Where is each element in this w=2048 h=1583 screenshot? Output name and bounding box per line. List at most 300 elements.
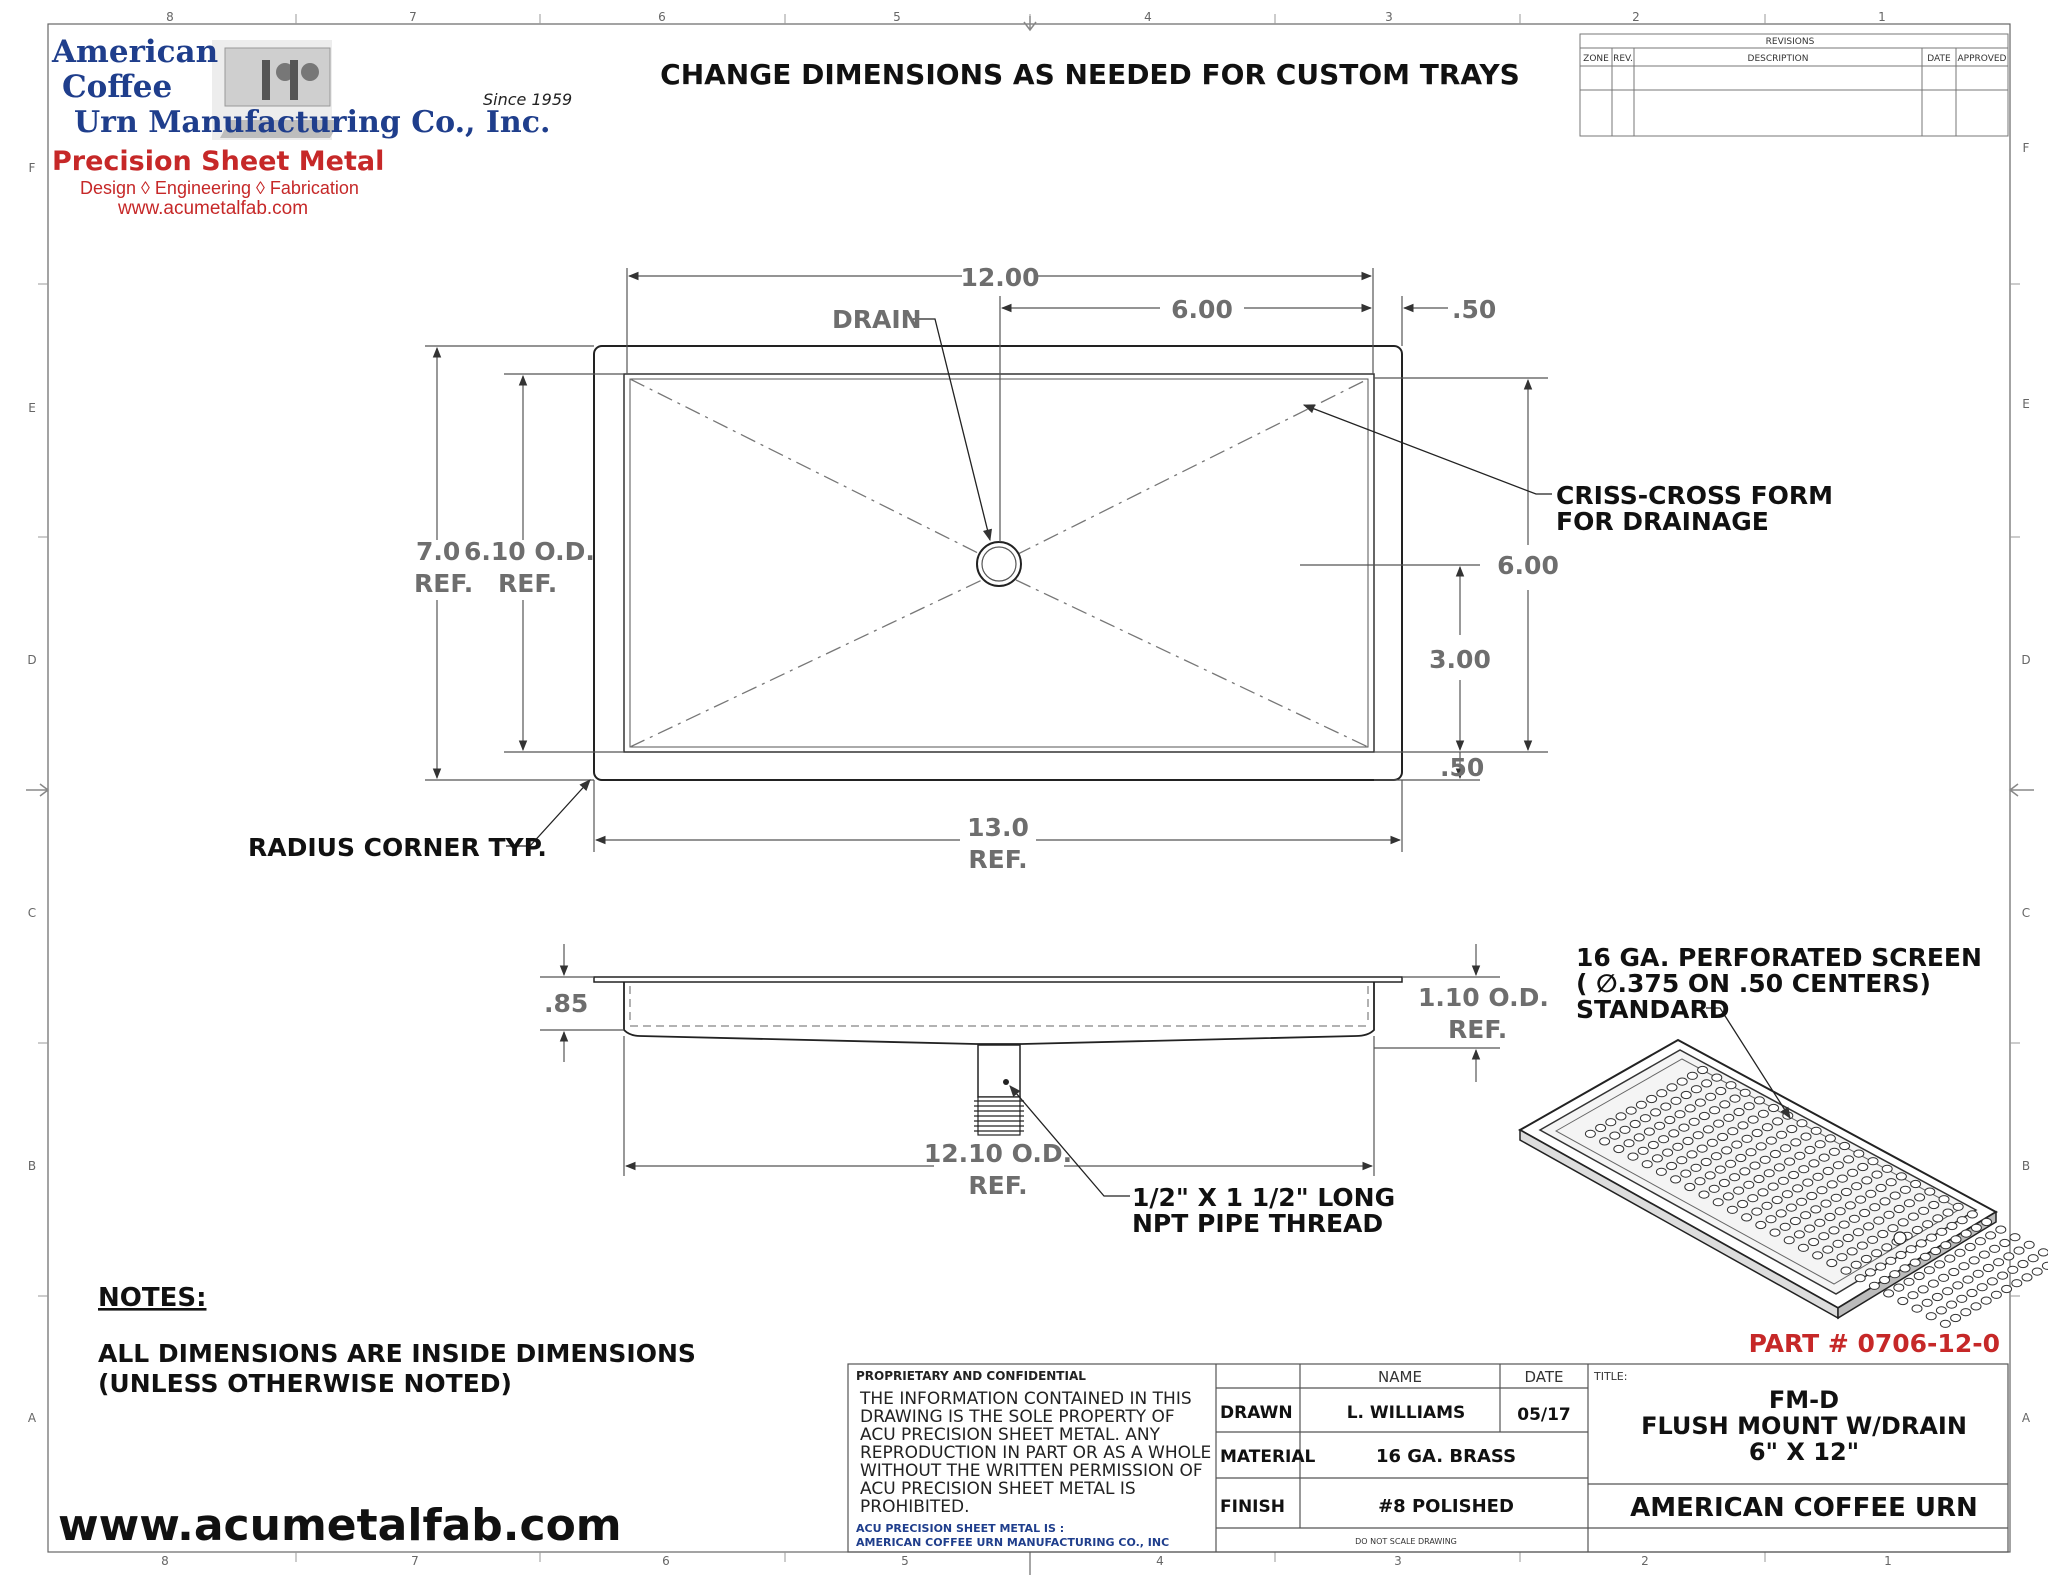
perforation-hole [1918, 1286, 1928, 1293]
perforation-hole [1864, 1223, 1874, 1230]
perforation-hole [1825, 1135, 1835, 1142]
perforation-hole [1807, 1192, 1817, 1199]
perforation-hole [1857, 1242, 1867, 1249]
perforation-hole [1713, 1199, 1723, 1206]
drawn-date: 05/17 [1517, 1405, 1571, 1425]
proprietary-line-3: ACU PRECISION SHEET METAL. ANY [860, 1425, 1160, 1445]
crisscross-leader [1304, 405, 1552, 494]
perforation-hole [1919, 1207, 1929, 1214]
perforation-hole [1947, 1222, 1957, 1229]
perforation-hole [1723, 1193, 1733, 1200]
finish-value: #8 POLISHED [1378, 1496, 1514, 1517]
perforation-hole [1685, 1183, 1695, 1190]
perforation-hole [1829, 1227, 1839, 1234]
perforation-hole [1677, 1078, 1687, 1085]
perforation-hole [1766, 1137, 1776, 1144]
perforation-hole [1987, 1278, 1997, 1285]
revisions-col-zone: ZONE [1583, 54, 1609, 64]
perforation-hole [1746, 1149, 1756, 1156]
perforation-hole [1957, 1217, 1967, 1224]
revisions-col-rev: REV. [1613, 54, 1633, 64]
perforation-hole [1886, 1179, 1896, 1186]
perforation-hole [1732, 1141, 1742, 1148]
zone-col-4: 4 [1144, 10, 1152, 24]
perforation-hole [1990, 1245, 2000, 1252]
perforation-hole [1969, 1257, 1979, 1264]
logo-precision [52, 146, 384, 177]
perforation-hole [1801, 1212, 1811, 1219]
perforation-hole [1939, 1196, 1949, 1203]
perforation-hole [1833, 1240, 1843, 1247]
perforation-hole [1616, 1113, 1626, 1120]
logo-line1: American [52, 34, 219, 70]
material-value: 16 GA. BRASS [1375, 1446, 1517, 1467]
dim-110-label: 1.10 O.D. [1418, 983, 1549, 1012]
perforation-hole [1734, 1187, 1744, 1194]
perforation-hole [1924, 1267, 1934, 1274]
perforation-hole [1697, 1145, 1707, 1152]
perforation-hole [1971, 1224, 1981, 1231]
perforation-hole [1935, 1261, 1945, 1268]
zone-col-3-bottom: 3 [1394, 1554, 1402, 1568]
perforation-hole [1610, 1132, 1620, 1139]
perforation-hole [1773, 1118, 1783, 1125]
dim-7-label: 7.0 [416, 537, 461, 566]
perforation-hole [1813, 1252, 1823, 1259]
perforation-hole [1936, 1307, 1946, 1314]
logo-line2: Coffee [62, 69, 173, 105]
perforation-hole [1840, 1142, 1850, 1149]
notes-heading: NOTES: [98, 1283, 207, 1313]
perforation-hole [1844, 1156, 1854, 1163]
perforation-hole [1698, 1066, 1708, 1073]
zone-col-7-bottom: 7 [411, 1554, 419, 1568]
perforation-hole [1722, 1147, 1732, 1154]
perforation-hole [1748, 1195, 1758, 1202]
perforation-hole [1786, 1204, 1796, 1211]
perforation-hole [1963, 1276, 1973, 1283]
perforation-hole [1756, 1221, 1766, 1228]
perforation-hole [1744, 1103, 1754, 1110]
perforation-hole [1979, 1251, 1989, 1258]
perforation-hole [1677, 1157, 1687, 1164]
perforation-hole [1699, 1191, 1709, 1198]
perforation-hole [1819, 1154, 1829, 1161]
perforation-hole [1967, 1211, 1977, 1218]
perforation-hole [1744, 1181, 1754, 1188]
perforation-hole [1914, 1272, 1924, 1279]
perforation-hole [1955, 1249, 1965, 1256]
perforation-hole [1685, 1105, 1695, 1112]
perforation-hole [1663, 1149, 1673, 1156]
perforation-hole [1784, 1237, 1794, 1244]
zone-row-c-right: C [2021, 906, 2031, 920]
drain-hole [977, 542, 1021, 586]
perforation-hole [1981, 1297, 1991, 1304]
perforation-hole [1738, 1200, 1748, 1207]
perforation-hole [1795, 1152, 1805, 1159]
dim-6-right-label: 6.00 [1497, 551, 1559, 580]
perforation-hole [2010, 1234, 2020, 1241]
perforation-hole [2022, 1274, 2032, 1281]
perforation-hole [1933, 1215, 1943, 1222]
perforation-hole [1906, 1246, 1916, 1253]
perforation-hole [1912, 1305, 1922, 1312]
zone-col-2-bottom: 2 [1641, 1554, 1649, 1568]
zone-row-e-right: E [2022, 397, 2030, 411]
perforation-hole [1817, 1187, 1827, 1194]
perforation-hole [1667, 1162, 1677, 1169]
perforation-hole [1791, 1139, 1801, 1146]
perforation-hole [1799, 1166, 1809, 1173]
perforation-hole [1839, 1221, 1849, 1228]
revisions-col-date: DATE [1927, 54, 1951, 64]
perforation-hole [1829, 1148, 1839, 1155]
revisions-col-approved: APPROVED [1957, 54, 2007, 64]
perforation-hole [1762, 1202, 1772, 1209]
perforation-hole [1888, 1225, 1898, 1232]
perforation-hole [2024, 1241, 2034, 1248]
zone-col-2: 2 [1632, 10, 1640, 24]
footer-url: www.acumetalfab.com [58, 1500, 622, 1551]
perforation-hole [1862, 1177, 1872, 1184]
perforation-hole [1630, 1120, 1640, 1127]
perforation-hole [1766, 1216, 1776, 1223]
perforation-hole [1762, 1124, 1772, 1131]
perforation-hole [1900, 1265, 1910, 1272]
title-line-1: FM-D [1768, 1386, 1840, 1414]
proprietary-line-7: PROHIBITED. [860, 1497, 970, 1517]
zone-col-7: 7 [409, 10, 417, 24]
perforation-hole [1596, 1124, 1606, 1131]
perforation-hole [1760, 1156, 1770, 1163]
perforation-hole [1890, 1192, 1900, 1199]
perforation-hole [1774, 1164, 1784, 1171]
screen-callout-line1: 16 GA. PERFORATED SCREEN [1576, 943, 1982, 972]
perforation-hole [1657, 1090, 1667, 1097]
perforation-hole [1920, 1253, 1930, 1260]
perforation-hole [2008, 1266, 2018, 1273]
perforation-hole [1894, 1284, 1904, 1291]
zone-col-6: 6 [658, 10, 666, 24]
title-line-3: 6" X 12" [1748, 1438, 1860, 1466]
perforation-hole [1856, 1196, 1866, 1203]
dim-6-label: 6.00 [1171, 295, 1233, 324]
perforation-hole [1728, 1128, 1738, 1135]
screen-callout-line2: ( ∅.375 ON .50 CENTERS) [1576, 969, 1931, 998]
dim-50-top-label: .50 [1452, 295, 1497, 324]
perforation-hole [1691, 1086, 1701, 1093]
perforation-hole [2028, 1255, 2038, 1262]
perforation-hole [1614, 1145, 1624, 1152]
perforation-hole [1798, 1244, 1808, 1251]
zone-col-1-bottom: 1 [1884, 1554, 1892, 1568]
proprietary-line-6: ACU PRECISION SHEET METAL IS [860, 1479, 1136, 1499]
zone-col-4-bottom: 4 [1156, 1554, 1164, 1568]
perforation-hole [1872, 1171, 1882, 1178]
perforation-hole [2004, 1253, 2014, 1260]
drain-leader [910, 319, 990, 540]
perforation-hole [1780, 1223, 1790, 1230]
perforation-hole [1951, 1236, 1961, 1243]
perforation-hole [1851, 1261, 1861, 1268]
perforation-hole [1941, 1242, 1951, 1249]
perforation-hole [1943, 1209, 1953, 1216]
perforation-hole [1748, 1116, 1758, 1123]
perforation-hole [1843, 1234, 1853, 1241]
perforation-hole [1756, 1143, 1766, 1150]
perforation-hole [1959, 1263, 1969, 1270]
perforation-hole [1927, 1234, 1937, 1241]
perforation-hole [1923, 1221, 1933, 1228]
perforation-hole [1908, 1213, 1918, 1220]
proprietary-line-1: THE INFORMATION CONTAINED IN THIS [860, 1389, 1192, 1409]
perforation-hole [2012, 1280, 2022, 1287]
dim-50-bottom-label: .50 [1440, 753, 1485, 782]
dim-110-ref-label: REF. [1448, 1015, 1508, 1044]
perforation-hole [1776, 1210, 1786, 1217]
perforation-hole [1809, 1160, 1819, 1167]
logo-american [52, 34, 218, 68]
dim-610-label: 6.10 O.D. [464, 537, 595, 566]
perforation-hole [1858, 1163, 1868, 1170]
zone-row-b: B [27, 1159, 37, 1173]
drawn-label: DRAWN [1220, 1403, 1293, 1423]
perforation-hole [1640, 1115, 1650, 1122]
perforation-hole [1642, 1161, 1652, 1168]
perforation-hole [2032, 1268, 2042, 1275]
screen-callout-line3: STANDARD [1576, 995, 1730, 1024]
perforation-hole [1947, 1301, 1957, 1308]
perforation-hole [1835, 1208, 1845, 1215]
perforation-hole [1794, 1231, 1804, 1238]
notes-line1: ALL DIMENSIONS ARE INSIDE DIMENSIONS [98, 1339, 696, 1368]
logo-since: Since 1959 [483, 90, 573, 109]
perforation-hole [1734, 1108, 1744, 1115]
perforation-hole [1900, 1186, 1910, 1193]
perforation-hole [1898, 1297, 1908, 1304]
revisions-col-description: DESCRIPTION [1747, 54, 1809, 64]
perforation-hole [1831, 1194, 1841, 1201]
proprietary-heading: PROPRIETARY AND CONFIDENTIAL [856, 1369, 1086, 1383]
perforation-hole [1781, 1145, 1791, 1152]
logo-line3: Urn Manufacturing Co., Inc. [74, 105, 551, 140]
perforation-hole [1908, 1292, 1918, 1299]
finish-label: FINISH [1220, 1497, 1285, 1517]
perforation-hole [2018, 1260, 2028, 1267]
perforation-hole [1994, 1259, 2004, 1266]
perforation-hole [1949, 1268, 1959, 1275]
perforation-hole [1876, 1184, 1886, 1191]
screen-drain-hole [1894, 1232, 1906, 1244]
perforation-hole [1620, 1126, 1630, 1133]
revisions-title: REVISIONS [1765, 37, 1815, 47]
perforation-hole [1675, 1111, 1685, 1118]
zone-col-8: 8 [166, 10, 174, 24]
perforation-hole [1811, 1206, 1821, 1213]
perforation-hole [1869, 1282, 1879, 1289]
perforation-hole [1709, 1185, 1719, 1192]
perforation-hole [1626, 1107, 1636, 1114]
dim-3-label: 3.00 [1429, 645, 1491, 674]
perforation-hole [1827, 1181, 1837, 1188]
side-flange [594, 977, 1402, 982]
perforation-hole [2042, 1262, 2048, 1269]
zone-col-5: 5 [893, 10, 901, 24]
perforation-hole [1683, 1137, 1693, 1144]
perforation-hole [1634, 1134, 1644, 1141]
perforation-hole [1904, 1278, 1914, 1285]
perforation-hole [1811, 1127, 1821, 1134]
perforation-hole [1911, 1180, 1921, 1187]
perforation-hole [1636, 1101, 1646, 1108]
perforation-hole [1998, 1272, 2008, 1279]
perforation-hole [1961, 1230, 1971, 1237]
perforation-hole [1983, 1264, 1993, 1271]
perforation-hole [1754, 1097, 1764, 1104]
acu-line-2: AMERICAN COFFEE URN MANUFACTURING CO., INC [856, 1536, 1170, 1549]
perforation-hole [1825, 1213, 1835, 1220]
proprietary-line-4: REPRODUCTION IN PART OR AS A WHOLE [860, 1443, 1212, 1463]
perforation-hole [1854, 1150, 1864, 1157]
custom-trays-banner: CHANGE DIMENSIONS AS NEEDED FOR CUSTOM TRAYS [660, 58, 1520, 91]
perforation-hole [1661, 1103, 1671, 1110]
perforation-hole [1648, 1141, 1658, 1148]
perforation-hole [1702, 1080, 1712, 1087]
perforation-hole [1742, 1214, 1752, 1221]
perforation-hole [1699, 1112, 1709, 1119]
logo-tagline: Design ◊ Engineering ◊ Fabrication [80, 178, 359, 198]
perforation-hole [1847, 1248, 1857, 1255]
perforation-hole [1730, 1095, 1740, 1102]
perforation-hole [1837, 1254, 1847, 1261]
perforation-hole [1644, 1128, 1654, 1135]
perforation-hole [1687, 1151, 1697, 1158]
perforation-hole [2038, 1249, 2048, 1256]
perforation-hole [1837, 1175, 1847, 1182]
perforation-hole [1876, 1263, 1886, 1270]
perforation-hole [1736, 1154, 1746, 1161]
crisscross-callout-line2: FOR DRAINAGE [1556, 507, 1769, 536]
perforation-hole [1726, 1082, 1736, 1089]
perforation-hole [1868, 1158, 1878, 1165]
perforation-hole [1707, 1139, 1717, 1146]
perforation-hole [1638, 1147, 1648, 1154]
perforation-hole [1652, 1155, 1662, 1162]
perforation-hole [1797, 1198, 1807, 1205]
thread-callout-line1: 1/2" X 1 1/2" LONG [1132, 1183, 1396, 1212]
part-number: PART # 0706-12-0 [1748, 1329, 2000, 1358]
zone-labels [27, 10, 2031, 1568]
perforation-hole [1695, 1099, 1705, 1106]
perforation-hole [1782, 1191, 1792, 1198]
dim-12-label: 12.00 [960, 263, 1040, 292]
perforation-hole [1940, 1320, 1950, 1327]
perforation-hole [1823, 1167, 1833, 1174]
pipe-thread [974, 1097, 1024, 1135]
thread-callout-line2: NPT PIPE THREAD [1132, 1209, 1384, 1238]
perforation-hole [1778, 1177, 1788, 1184]
perforation-hole [1880, 1198, 1890, 1205]
drain-label: DRAIN [832, 305, 922, 334]
perforation-hole [1896, 1173, 1906, 1180]
perforation-hole [1861, 1255, 1871, 1262]
perforation-hole [1711, 1153, 1721, 1160]
perforation-hole [1671, 1176, 1681, 1183]
perforation-hole [1647, 1095, 1657, 1102]
perforation-hole [1754, 1175, 1764, 1182]
zone-row-f-right: F [2022, 141, 2030, 155]
dim-85-label: .85 [544, 989, 589, 1018]
perforation-hole [1884, 1290, 1894, 1297]
perforation-hole [1797, 1120, 1807, 1127]
perforation-hole [1758, 1189, 1768, 1196]
perforation-hole [1712, 1074, 1722, 1081]
perforation-hole [1904, 1200, 1914, 1207]
perforation-hole [1967, 1289, 1977, 1296]
perforation-hole [1628, 1153, 1638, 1160]
sheet-border [48, 24, 2010, 1552]
perforation-hole [1827, 1259, 1837, 1266]
title-line-2: FLUSH MOUNT W/DRAIN [1641, 1412, 1967, 1440]
perforation-hole [1701, 1158, 1711, 1165]
logo-url: www.acumetalfab.com [118, 198, 309, 219]
perforation-hole [1874, 1217, 1884, 1224]
perforation-hole [1866, 1190, 1876, 1197]
perforation-hole [1841, 1188, 1851, 1195]
perforation-hole [1860, 1209, 1870, 1216]
no-scale-note: DO NOT SCALE DRAWING [1355, 1537, 1457, 1546]
acu-line-1: ACU PRECISION SHEET METAL IS : [856, 1522, 1065, 1535]
perforation-hole [1912, 1226, 1922, 1233]
perforation-hole [1740, 1089, 1750, 1096]
perforation-hole [1957, 1295, 1967, 1302]
top-view [248, 263, 1833, 874]
perforation-hole [1769, 1104, 1779, 1111]
perforation-hole [1793, 1185, 1803, 1192]
perforation-hole [1705, 1172, 1715, 1179]
zone-row-d: D [27, 653, 37, 667]
dim-13-ref-label: REF. [968, 845, 1028, 874]
company-name: AMERICAN COFFEE URN [1630, 1493, 1978, 1523]
drawn-name: L. WILLIAMS [1346, 1403, 1466, 1423]
perforation-hole [1973, 1270, 1983, 1277]
zone-col-5-bottom: 5 [901, 1554, 909, 1568]
zone-col-3: 3 [1385, 10, 1393, 24]
perforation-hole [1752, 1208, 1762, 1215]
perforation-hole [1965, 1243, 1975, 1250]
perforation-hole [1868, 1236, 1878, 1243]
perforation-hole [1585, 1130, 1595, 1137]
perforation-hole [1928, 1280, 1938, 1287]
perforation-hole [1606, 1119, 1616, 1126]
perforation-hole [1714, 1120, 1724, 1127]
proprietary-line-5: WITHOUT THE WRITTEN PERMISSION OF [860, 1461, 1203, 1481]
perforation-hole [1951, 1314, 1961, 1321]
perforation-hole [1752, 1129, 1762, 1136]
perforation-hole [1805, 1146, 1815, 1153]
logo-coffee [62, 69, 172, 103]
perforation-hole [1849, 1215, 1859, 1222]
perforation-hole [1789, 1171, 1799, 1178]
perforation-hole [1848, 1169, 1858, 1176]
name-header: NAME [1378, 1368, 1422, 1386]
perforation-hole [1878, 1230, 1888, 1237]
perforation-hole [1770, 1229, 1780, 1236]
notes-line2: (UNLESS OTHERWISE NOTED) [98, 1369, 512, 1398]
logo-urn [74, 104, 550, 138]
perforation-hole [1945, 1255, 1955, 1262]
